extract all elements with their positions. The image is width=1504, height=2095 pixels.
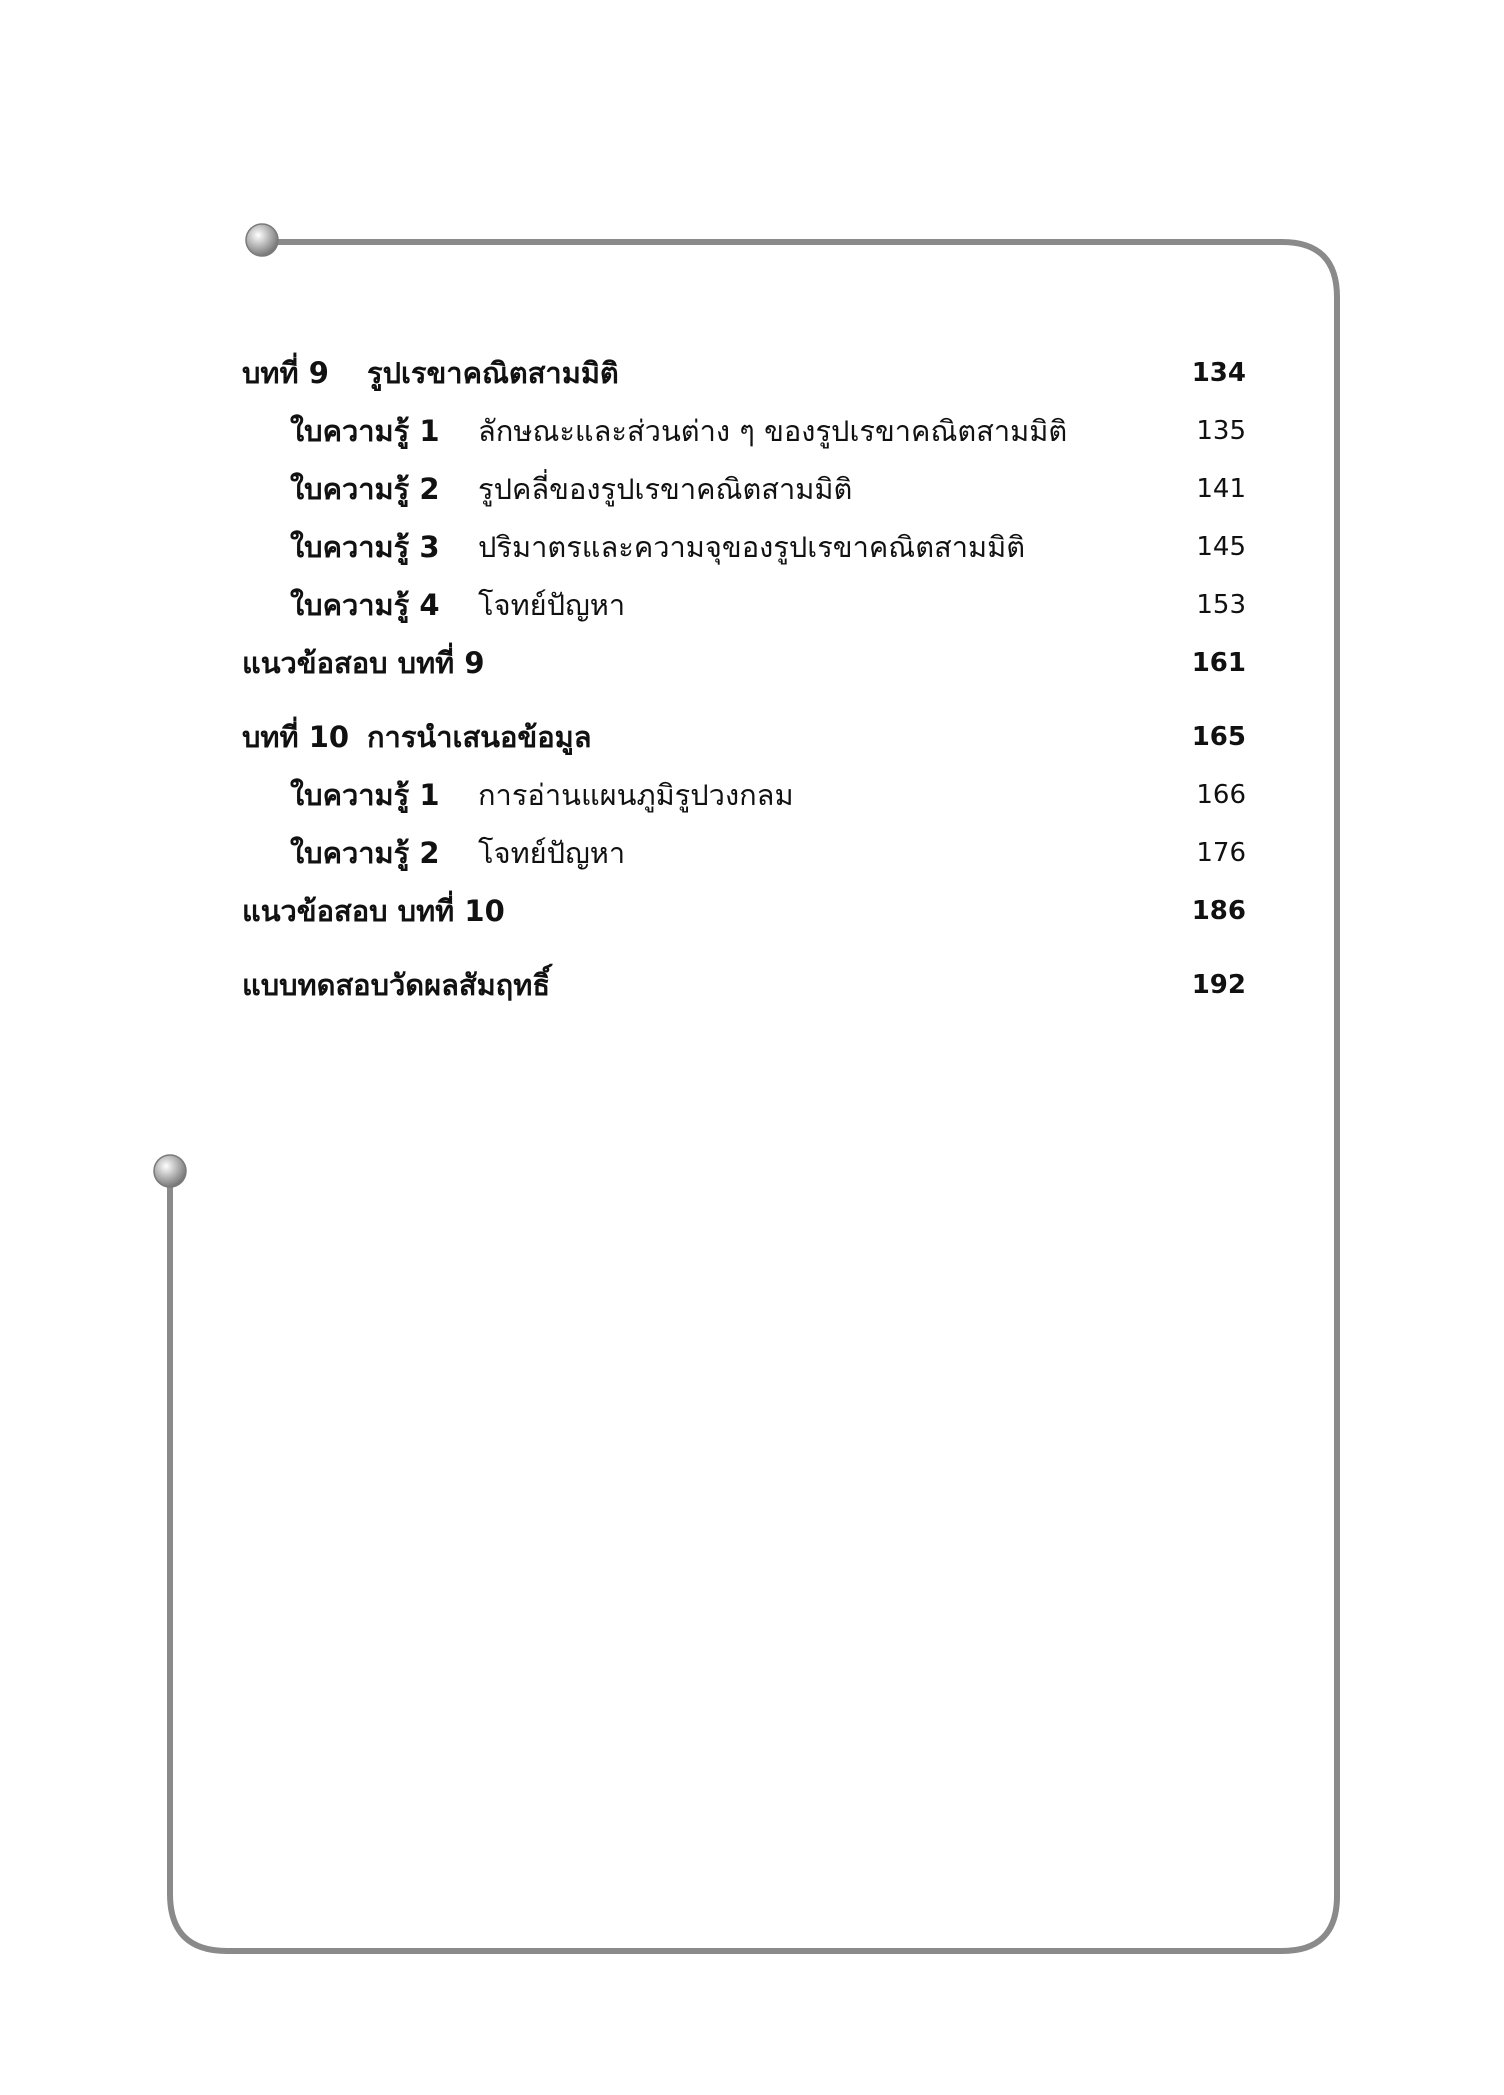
toc-title: การอ่านแผนภูมิรูปวงกลม: [478, 778, 794, 812]
toc-page: 165: [1191, 722, 1246, 752]
toc-chapter-9: [0, 344, 1504, 402]
toc-title: รูปคลี่ของรูปเรขาคณิตสามมิติ: [478, 472, 853, 506]
toc-label: ใบความรู้ 1: [290, 778, 440, 812]
toc-title: รูปเรขาคณิตสามมิติ: [367, 356, 619, 390]
toc-label: ใบความรู้ 4: [290, 588, 440, 622]
toc-title: ลักษณะและส่วนต่าง ๆ ของรูปเรขาคณิตสามมิติ: [478, 414, 1068, 448]
toc-label: ใบความรู้ 2: [290, 836, 440, 870]
toc-page: 134: [1191, 358, 1246, 388]
side-ornament-ball: [154, 1155, 186, 1187]
top-ornament-ball: [246, 224, 278, 256]
toc-page: 135: [1196, 416, 1246, 446]
toc-title: โจทย์ปัญหา: [478, 836, 626, 870]
toc-achievement-test: [0, 956, 1504, 1014]
toc-entry: [0, 518, 1504, 576]
toc-entry: [0, 576, 1504, 634]
toc-page: 186: [1191, 896, 1246, 926]
toc-page: 161: [1191, 648, 1246, 678]
toc-label: บทที่ 9: [242, 356, 329, 390]
toc-page: 176: [1196, 838, 1246, 868]
toc-title: แบบทดสอบวัดผลสัมฤทธิ์: [242, 968, 551, 1002]
toc-label: บทที่ 10: [242, 720, 350, 754]
toc-entry: [0, 460, 1504, 518]
toc-entry: [0, 824, 1504, 882]
toc-title: การนำเสนอข้อมูล: [367, 720, 592, 754]
toc-entry: [0, 402, 1504, 460]
toc-page: 166: [1196, 780, 1246, 810]
toc-page: 141: [1196, 474, 1246, 504]
toc-chapter-10: [0, 708, 1504, 766]
toc-title: ปริมาตรและความจุของรูปเรขาคณิตสามมิติ: [478, 530, 1026, 564]
toc-label: ใบความรู้ 1: [290, 414, 440, 448]
toc-page: 192: [1191, 970, 1246, 1000]
toc-exam-chapter-10: [0, 882, 1504, 940]
toc-exam-chapter-9: [0, 634, 1504, 692]
toc-label: ใบความรู้ 3: [290, 530, 440, 564]
toc-page: 145: [1196, 532, 1246, 562]
toc-title: โจทย์ปัญหา: [478, 588, 626, 622]
toc-entry: [0, 766, 1504, 824]
toc-title: แนวข้อสอบ บทที่ 10: [242, 894, 505, 928]
toc-title: แนวข้อสอบ บทที่ 9: [242, 646, 485, 680]
toc-page: 153: [1196, 590, 1246, 620]
toc-label: ใบความรู้ 2: [290, 472, 440, 506]
